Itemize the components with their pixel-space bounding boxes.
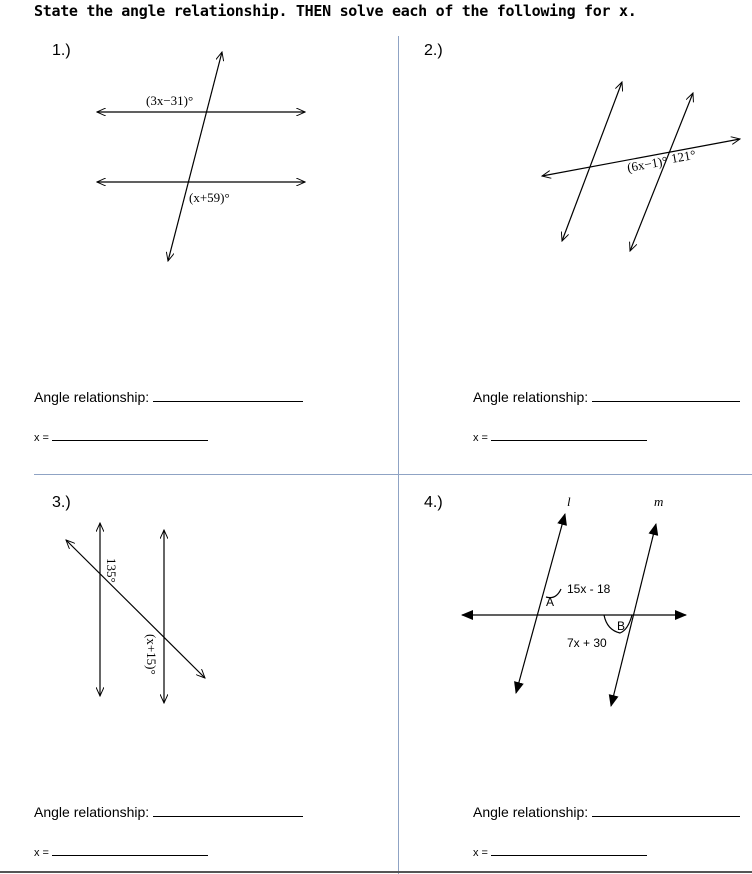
problem-4-x-blank[interactable] [491,843,647,856]
problem-1-relationship [34,389,303,405]
diagram-4-line-m-label: m [654,494,664,509]
diagram-4-angle-label-b: 7x + 30 [567,636,607,650]
problem-1-number: 1.) [52,42,71,59]
problem-2-x-answer [473,428,647,444]
problem-3-relationship-blank[interactable] [153,804,303,817]
problem-3-relationship-label: Angle relationship: [34,804,150,820]
diagram-2-parallel-line-left [562,82,622,241]
problem-3-x-blank[interactable] [52,843,208,856]
diagram-4-point-b: B [617,619,626,633]
problem-3-x-label: x = [34,847,49,859]
diagram-4 [462,514,686,706]
problem-4-relationship [473,804,740,820]
diagram-3-angle-label-bottom: (x+15)° [144,634,159,675]
problem-4-number: 4.) [424,494,443,511]
problem-4-relationship-label: Angle relationship: [473,804,589,820]
diagram-4-line-l-label: l [567,494,571,509]
problem-4-x-label: x = [473,847,488,859]
diagram-1 [97,52,305,261]
diagram-2-angle-label-left: (6x−1)° [625,153,669,175]
diagram-1-angle-label-bottom: (x+59)° [189,190,230,205]
problem-1-x-blank[interactable] [52,428,208,441]
problem-2-relationship-label: Angle relationship: [473,389,589,405]
diagram-4-point-a: A [546,595,555,609]
problem-3-number: 3.) [52,494,71,511]
diagram-4-line-l [516,514,565,693]
problem-2-number: 2.) [424,42,443,59]
diagram-1-angle-label-top: (3x−31)° [146,93,194,108]
diagram-2-angle-label-right: 121° [669,146,697,166]
problem-3-relationship [34,804,303,820]
problem-2-x-blank[interactable] [491,428,647,441]
problem-4-relationship-blank[interactable] [592,804,740,817]
worksheet-title: State the angle relationship. THEN solve each of the following for x. [34,2,637,20]
diagram-3-transversal [66,540,205,678]
diagram-3 [66,523,205,703]
problem-3-x-answer [34,843,208,859]
diagram-3-angle-label-top: 135° [104,558,119,583]
problem-1-relationship-label: Angle relationship: [34,389,150,405]
problem-1-x-label: x = [34,432,49,444]
problem-1-x-answer [34,428,208,444]
diagram-4-angle-label-a: 15x - 18 [567,582,611,596]
problem-4-x-answer [473,843,647,859]
problem-1-relationship-blank[interactable] [153,389,303,402]
problem-2-relationship [473,389,740,405]
diagram-1-transversal [168,52,222,261]
problem-2-x-label: x = [473,432,488,444]
problem-2-relationship-blank[interactable] [592,389,740,402]
